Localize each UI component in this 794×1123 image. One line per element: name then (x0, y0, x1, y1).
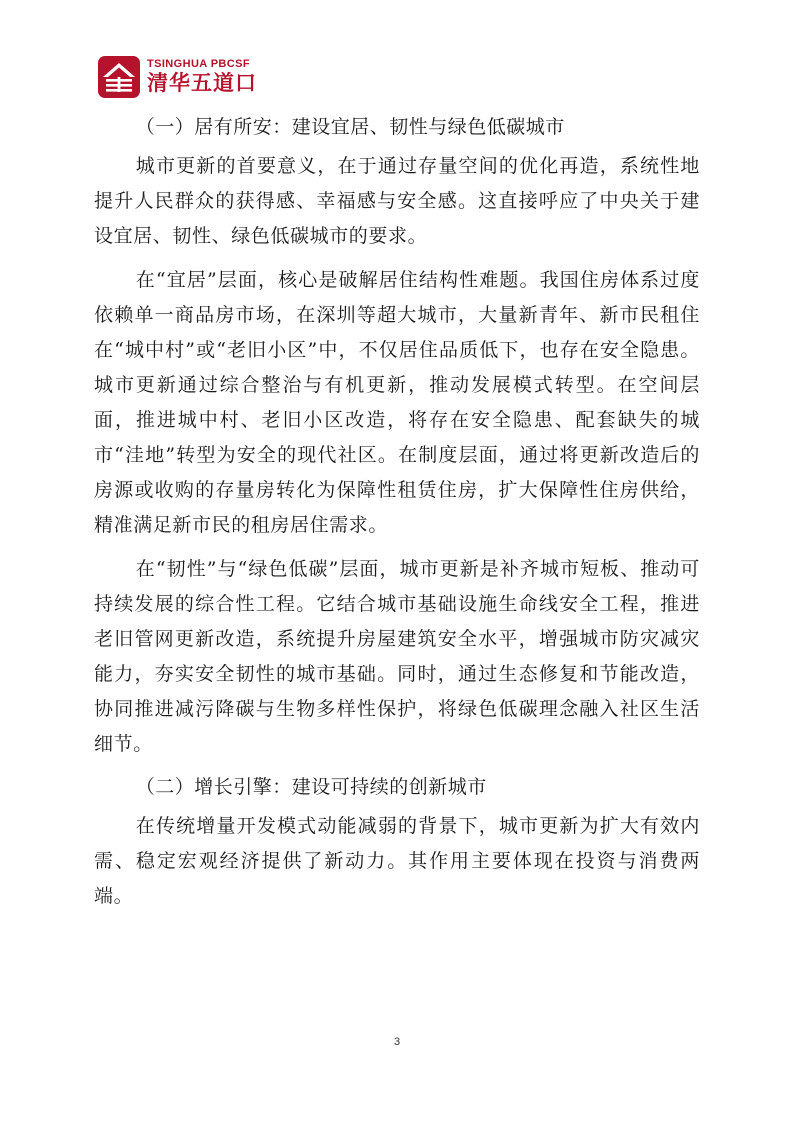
paragraph-intro: 城市更新的首要意义，在于通过存量空间的优化再造，系统性地提升人民群众的获得感、幸福感与安全感。这直接呼应了中央关于建设宜居、韧性、绿色低碳城市的要求。 (94, 155, 700, 247)
logo-text (147, 58, 257, 96)
section-heading-2: （二）增长引擎：建设可持续的创新城市 (135, 776, 487, 798)
paragraph-resilience: 在“韧性”与“绿色低碳”层面，城市更新是补齐城市短板、推动可持续发展的综合性工程。它结合城市基础设施生命线安全工程，推进老旧管网更新改造，系统提升房屋建筑安全水平，增强城市防灾减灾能力，夯实安全韧性的城市基础。同时，通过生态修复和节能改造，协同推进减污降碳与生物多样性保护，将绿色低碳理念融入社区生活细节。 (94, 558, 700, 755)
paragraph-livable: 在“宜居”层面，核心是破解居住结构性难题。我国住房体系过度依赖单一商品房市场，在深圳等超大城市，大量新青年、新市民租住在“城中村”或“老旧小区”中，不仅居住品质低下，也存在安全隐患。城市更新通过综合整治与有机更新，推动发展模式转型。在空间层面，推进城中村、老旧小区改造，将存在安全隐患、配套缺失的城市“洼地”转型为安全的现代社区。在制度层面，通过将更新改造后的房源或收购的存量房转化为保障性租赁住房，扩大保障性住房供给，精准满足新市民的租房居住需求。 (94, 269, 700, 536)
logo-chinese-name: 清华五道口 (147, 71, 257, 95)
document-body (94, 111, 700, 914)
page-number: 3 (393, 1036, 401, 1048)
logo-english-name: TSINGHUA PBCSF (147, 58, 250, 70)
tsinghua-pbcsf-logo-icon (97, 55, 141, 99)
page-header (97, 54, 257, 100)
paragraph-growth: 在传统增量开发模式动能减弱的背景下，城市更新为扩大有效内需、稳定宏观经济提供了新动力。其作用主要体现在投资与消费两端。 (94, 815, 700, 907)
section-heading-1: （一）居有所安：建设宜居、韧性与绿色低碳城市 (135, 116, 565, 138)
